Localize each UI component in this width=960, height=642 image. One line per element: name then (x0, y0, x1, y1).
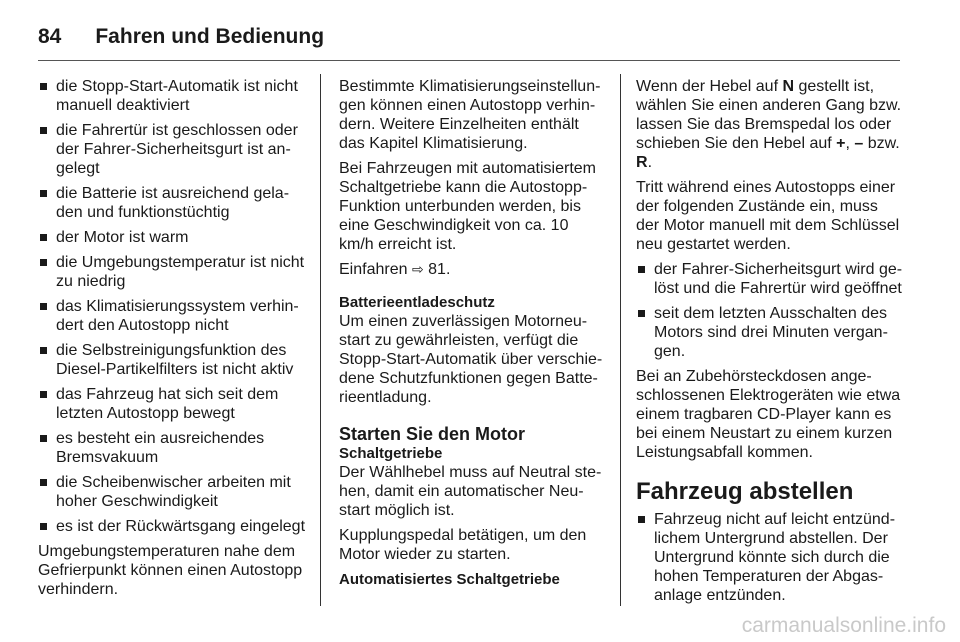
list-item: die Fahrertür ist geschlossen oder der Fahrer-Sicherheitsgurt ist angelegt (38, 121, 306, 178)
page-title: Fahren und Bedienung (95, 25, 325, 48)
section-heading-park-vehicle: Fahrzeug abstellen (636, 478, 854, 505)
list-item: die Selbstreinigungsfunktion des Diesel-Partikelfilters ist nicht aktiv (38, 341, 306, 379)
section-heading-start-engine: Starten Sie den Motor (339, 424, 526, 444)
column-2 (339, 77, 606, 589)
text-run: Wenn der Hebel auf (636, 78, 783, 95)
list-item: Fahrzeug nicht auf leicht entzündlichem Untergrund abstellen. Der Untergrund könnte sich durch die hohen Temperaturen der Abgasanlage entzünden. (636, 510, 904, 605)
gear-r: R (636, 154, 648, 171)
column-divider-2 (620, 74, 621, 606)
paragraph: Bei an Zubehörsteckdosen angeschlossenen Elektrogeräten wie etwa einem tragbaren CD-Player kann es bei einem Neustart zu einem kurzen Leistungsabfall kommen. (636, 368, 901, 461)
paragraph: Kupplungspedal betätigen, um den Motor wieder zu starten. (339, 527, 587, 563)
list-item: seit dem letzten Ausschalten des Motors sind drei Minuten vergangen. (636, 304, 904, 361)
header-rule (38, 60, 900, 61)
list-item: der Fahrer-Sicherheitsgurt wird gelöst und die Fahrertür wird geöffnet (636, 260, 904, 298)
list-item: der Motor ist warm (38, 228, 306, 247)
subheading-manual-gearbox: Schaltgetriebe (339, 445, 443, 462)
restart-condition-list (636, 260, 904, 361)
list-item: die Scheibenwischer arbeiten mit hoher Geschwindigkeit (38, 473, 306, 511)
gear-n: N (782, 78, 795, 95)
list-item: das Fahrzeug hat sich seit dem letzten Autostopp bewegt (38, 385, 306, 423)
xref-page: 81. (428, 261, 451, 278)
gear-minus: – (854, 135, 864, 152)
text-run: , (845, 135, 855, 152)
watermark: carmanualsonline.info (741, 614, 946, 637)
page-number: 84 (38, 25, 62, 48)
subheading-automated-gearbox: Automatisiertes Schaltgetriebe (339, 571, 560, 588)
list-item: die Batterie ist ausreichend geladen und funktionstüchtig (38, 184, 306, 222)
list-item: das Klimatisierungssystem verhindert den Autostopp nicht (38, 297, 306, 335)
text-run: bzw. (863, 135, 900, 152)
subheading-battery: Batterieentladeschutz (339, 294, 495, 311)
column-divider-1 (320, 74, 321, 606)
parking-list (636, 510, 904, 605)
arrow-right-icon: ⇨ (411, 261, 424, 277)
text-run: . (647, 154, 653, 171)
condition-list (38, 77, 306, 536)
paragraph: Der Wählhebel muss auf Neutral stehen, damit ein automatischer Neustart möglich ist. (339, 464, 602, 519)
text-run: gestellt ist, wählen Sie einen anderen Gang bzw. lassen Sie das Bremspedal los oder schieben Sie den Hebel auf (636, 78, 902, 152)
paragraph: Bei Fahrzeugen mit automatisiertem Schaltgetriebe kann die Autostopp-Funktion unterbunden werden, bis eine Geschwindigkeit von ca. 10 km/h erreicht ist. (339, 160, 596, 253)
paragraph: Tritt während eines Autostopps einer der folgenden Zustände ein, muss der Motor manuell mit dem Schlüssel neu gestartet werden. (636, 179, 900, 253)
xref-text: Einfahren (339, 261, 408, 278)
list-item: es besteht ein ausreichendes Bremsvakuum (38, 429, 306, 467)
paragraph: Umgebungstemperaturen nahe dem Gefrierpunkt können einen Autostopp verhindern. (38, 543, 303, 598)
paragraph: Um einen zuverlässigen Motorneustart zu gewährleisten, verfügt die Stopp-Start-Automatik über verschiedene Schutzfunktionen gegen Batterieentladung. (339, 313, 603, 406)
paragraph: Bestimmte Klimatisierungseinstellungen können einen Autostopp verhindern. Weitere Einzelheiten enthält das Kapitel Klimatisierung. (339, 78, 601, 152)
page-header (38, 18, 900, 56)
paragraph (636, 77, 904, 172)
list-item: die Stopp-Start-Automatik ist nicht manuell deaktiviert (38, 77, 306, 115)
column-3 (636, 77, 904, 611)
list-item: es ist der Rückwärtsgang eingelegt (38, 517, 306, 536)
cross-reference[interactable] (339, 260, 606, 279)
list-item: die Umgebungstemperatur ist nicht zu niedrig (38, 253, 306, 291)
gear-plus: + (836, 135, 846, 152)
column-1 (38, 77, 306, 605)
